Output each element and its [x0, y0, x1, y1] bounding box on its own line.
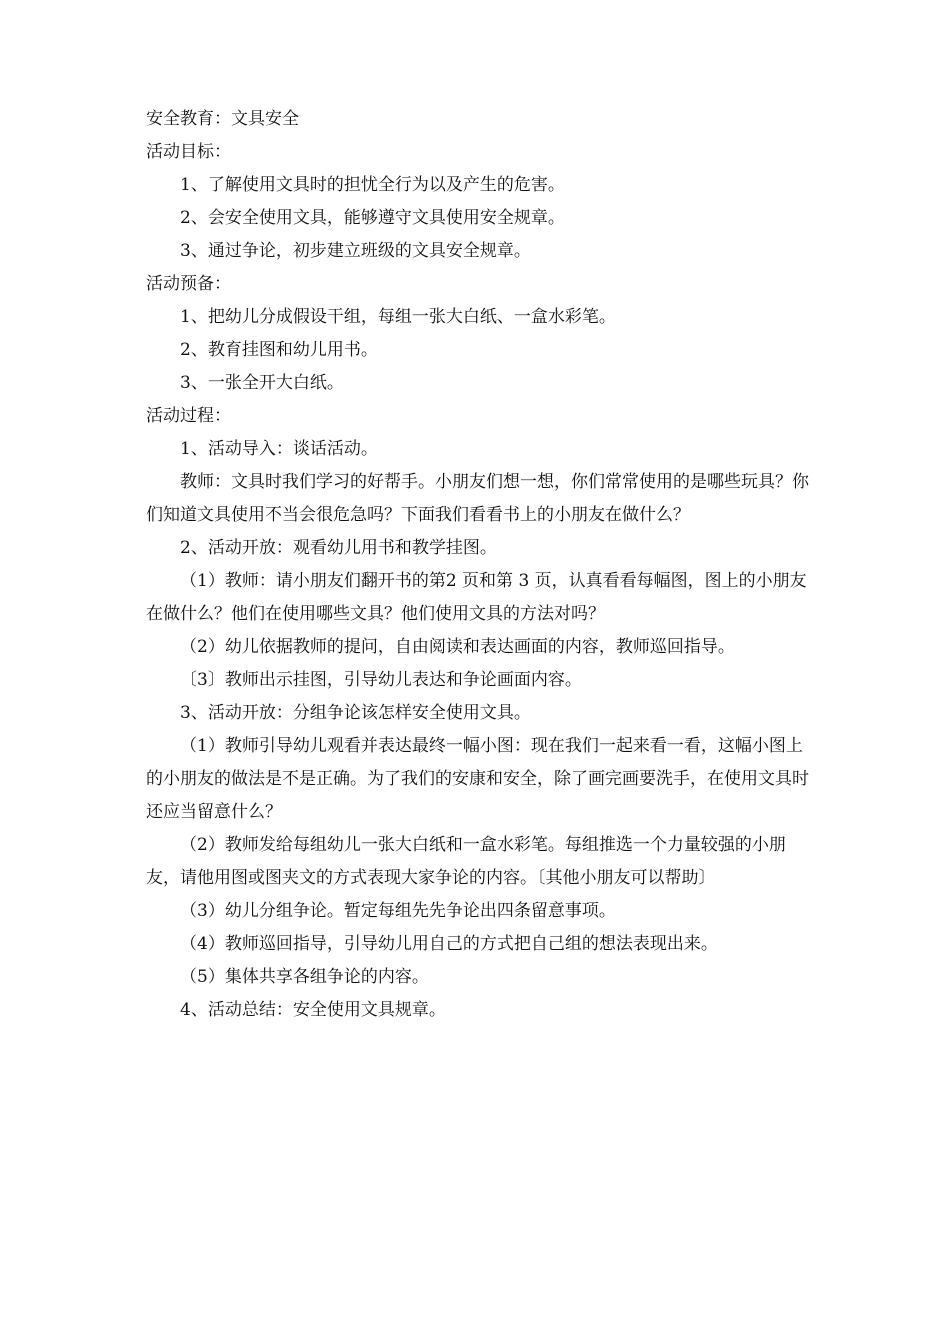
process-item: （5）集体共享各组争论的内容。 [180, 967, 429, 987]
process-item: （1）教师：请小朋友们翻开书的第2 页和第 3 页，认真看看每幅图，图上的小朋友在做什么？他们在使用哪些文具？他们使用文具的方法对吗？ [146, 571, 807, 624]
process-item: （1）教师引导幼儿观看并表达最终一幅小图：现在我们一起来看一看，这幅小图上的小朋友的做法是不是正确。为了我们的安康和安全，除了画完画要洗手，在使用文具时还应当留意什么？ [146, 736, 809, 822]
document-page [146, 103, 816, 1027]
process-item: 4、活动总结：安全使用文具规章。 [180, 1000, 446, 1020]
process-item: （4）教师巡回指导，引导幼儿用自己的方式把自己组的想法表现出来。 [180, 934, 718, 954]
goal-item: 2、会安全使用文具，能够遵守文具使用安全规章。 [180, 208, 565, 228]
document-title: 安全教育：文具安全 [146, 109, 299, 129]
process-item: （2）教师发给每组幼儿一张大白纸和一盒水彩笔。每组推选一个力量较强的小朋友，请他用图或图夹文的方式表现大家争论的内容。〔其他小朋友可以帮助〕 [146, 835, 786, 888]
preparation-item: 2、教育挂图和幼儿用书。 [180, 340, 378, 360]
process-item: （2）幼儿依据教师的提问，自由阅读和表达画面的内容，教师巡回指导。 [180, 637, 735, 657]
process-item: 〔3〕教师出示挂图，引导幼儿表达和争论画面内容。 [180, 670, 582, 690]
process-item: 2、活动开放：观看幼儿用书和教学挂图。 [180, 538, 497, 558]
process-item: 1、活动导入：谈话活动。 [180, 439, 378, 459]
process-heading: 活动过程： [146, 406, 231, 426]
goals-heading: 活动目标： [146, 142, 231, 162]
process-item: （3）幼儿分组争论。暂定每组先先争论出四条留意事项。 [180, 901, 616, 921]
goal-item: 1、了解使用文具时的担忧全行为以及产生的危害。 [180, 175, 565, 195]
process-item: 3、活动开放：分组争论该怎样安全使用文具。 [180, 703, 531, 723]
preparation-item: 3、一张全开大白纸。 [180, 373, 344, 393]
preparation-heading: 活动预备： [146, 274, 231, 294]
process-item: 教师：文具时我们学习的好帮手。小朋友们想一想，你们常常使用的是哪些玩具？你们知道文具使用不当会很危急吗？下面我们看看书上的小朋友在做什么？ [146, 472, 809, 525]
preparation-item: 1、把幼儿分成假设干组，每组一张大白纸、一盒水彩笔。 [180, 307, 616, 327]
goal-item: 3、通过争论，初步建立班级的文具安全规章。 [180, 241, 531, 261]
